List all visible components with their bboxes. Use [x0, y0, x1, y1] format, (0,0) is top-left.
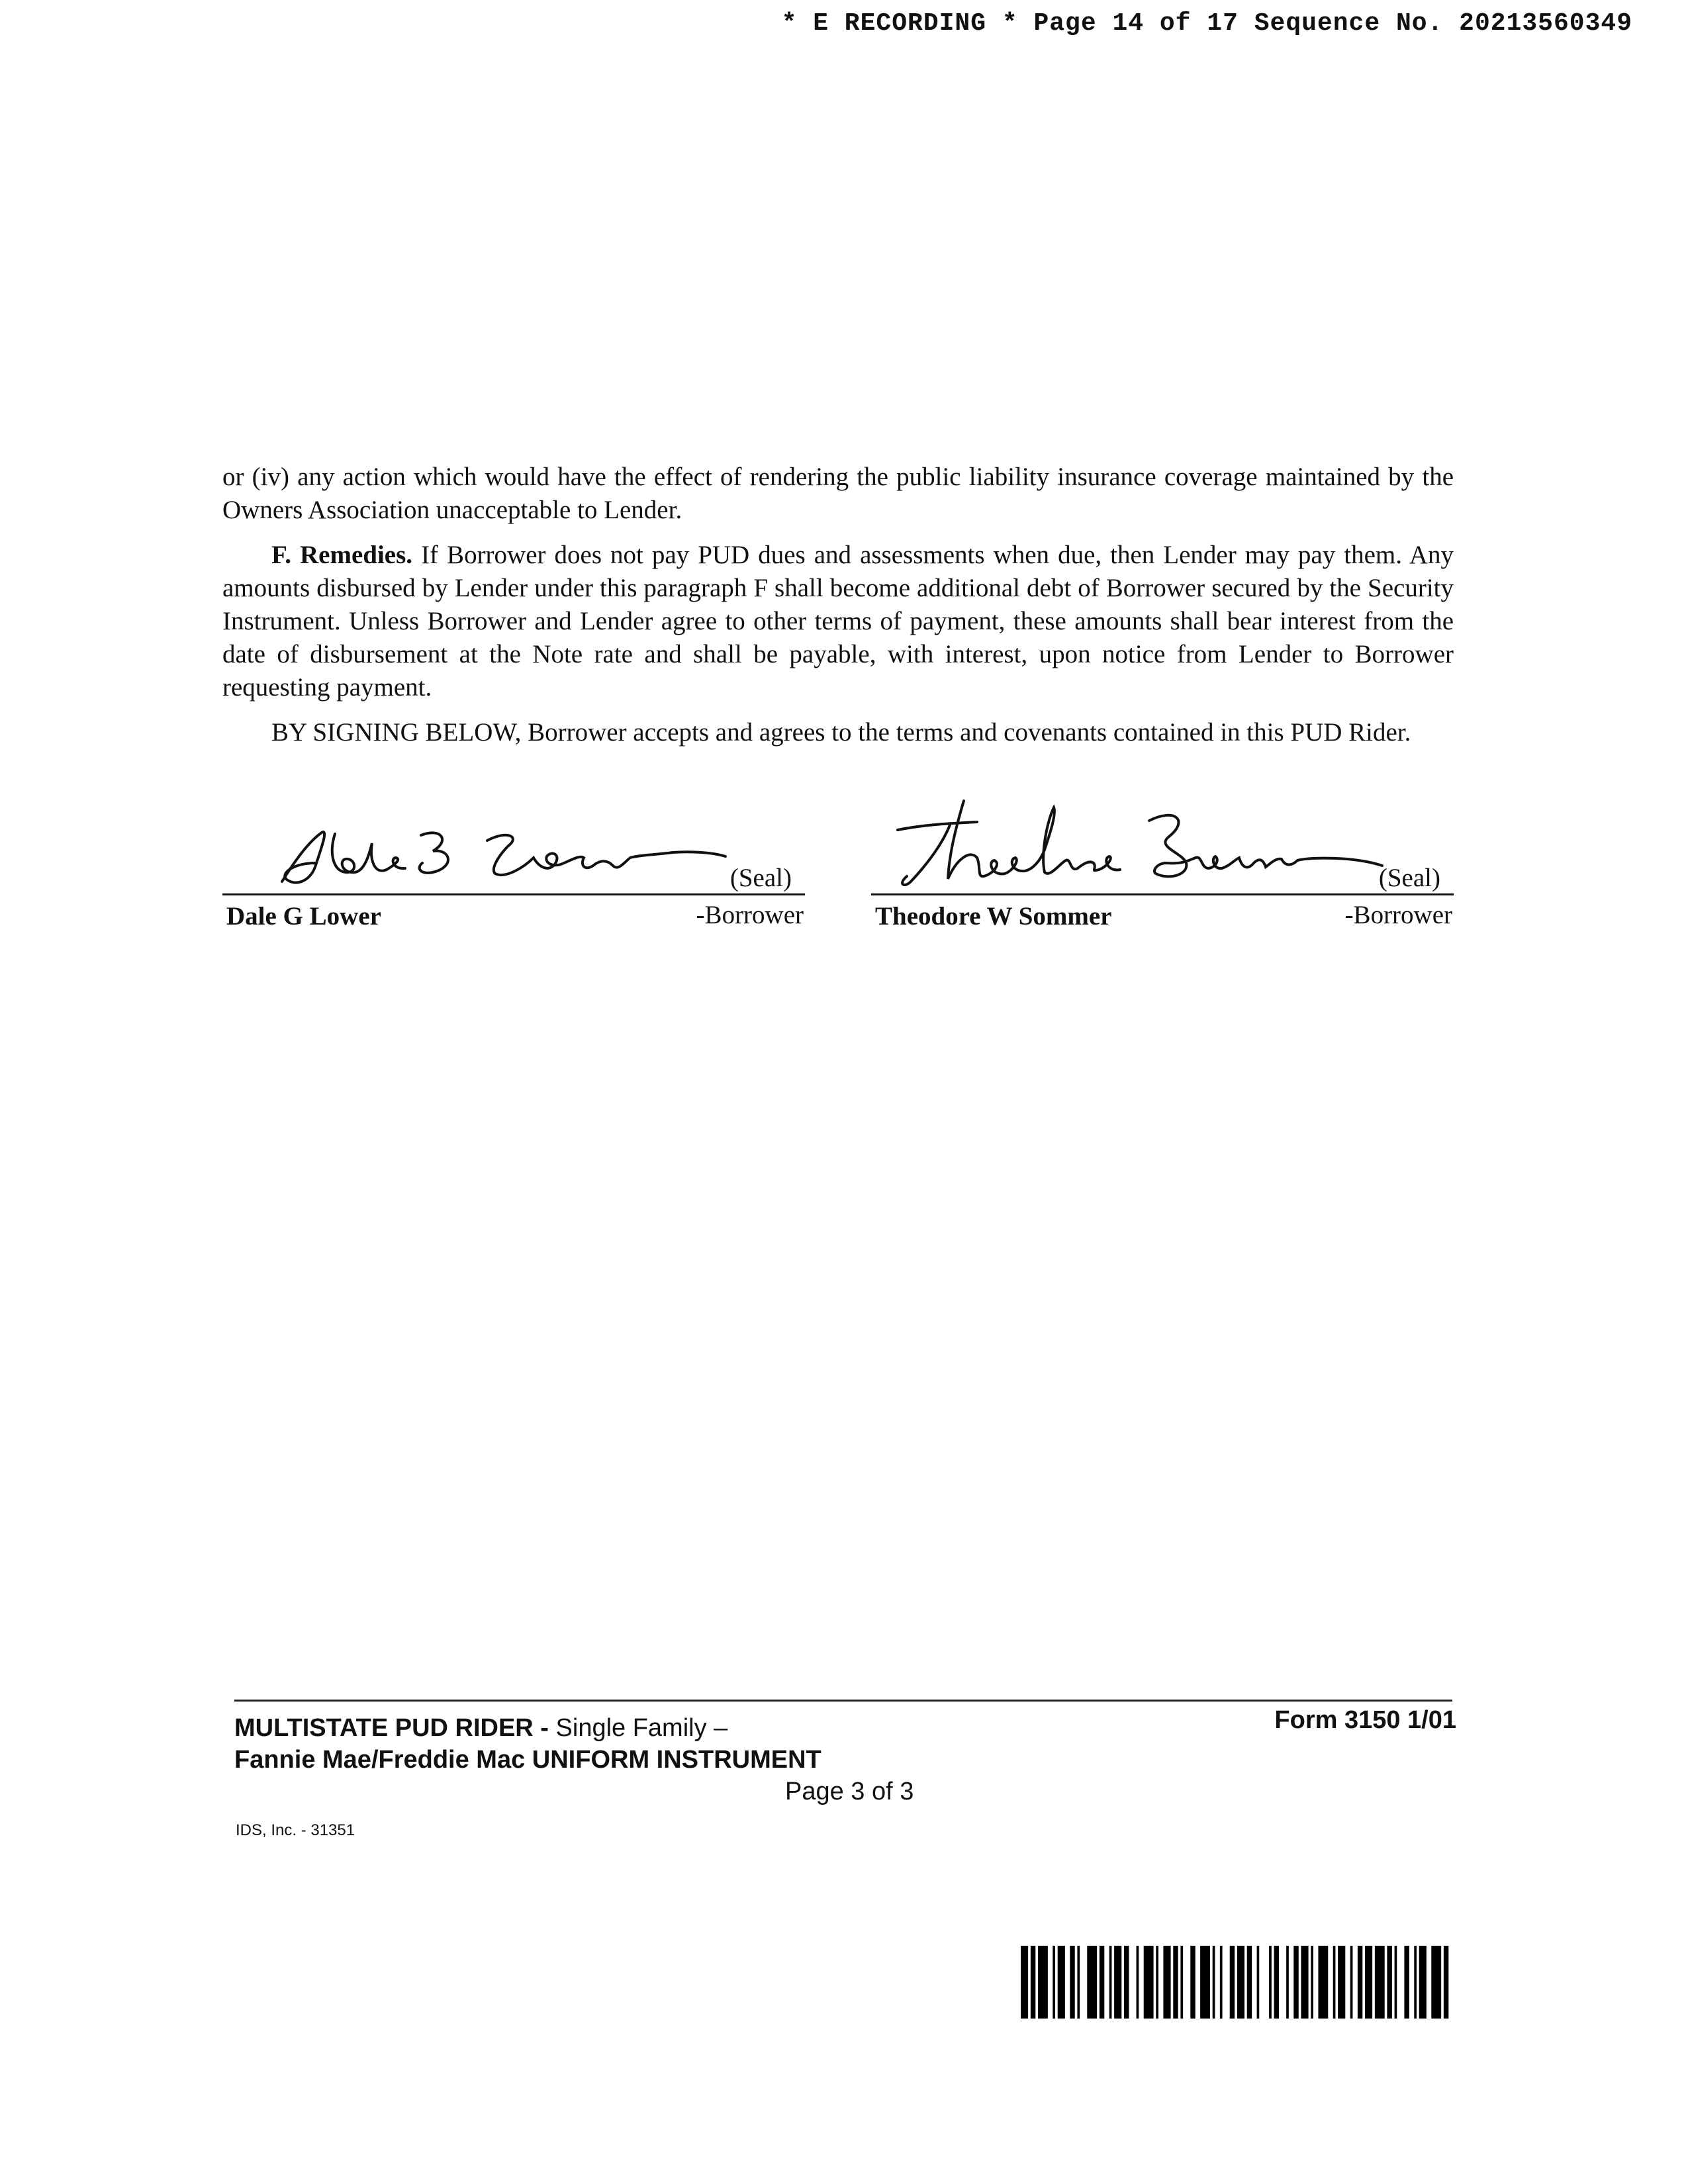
document-body: [222, 461, 1454, 761]
page-label: Page 3 of 3: [785, 1778, 914, 1805]
form-title-regular: Single Family –: [548, 1714, 728, 1742]
footer-divider: [234, 1700, 1452, 1702]
signature-block-borrower-2: [871, 794, 1454, 946]
signing-statement: BY SIGNING BELOW, Borrower accepts and agrees to the terms and covenants contained in this PUD Rider.: [271, 718, 1411, 747]
barcode-image: [1021, 1946, 1451, 2019]
signature-block-borrower-1: [222, 794, 805, 946]
form-title-bold: MULTISTATE PUD RIDER -: [234, 1714, 549, 1742]
borrower-role: -Borrower: [1344, 901, 1452, 929]
handwritten-signature-theodore-sommer: [871, 794, 1454, 900]
form-title: [234, 1714, 727, 1743]
remedies-heading: F. Remedies.: [271, 541, 413, 569]
remedies-text: If Borrower does not pay PUD dues and assessments when due, then Lender may pay them. Any amounts disbursed by Lender under this paragraph F shall become additional debt of Borrower secured by the Security Instrument. Unless Borrower and Lender agree to other terms of payment, these amounts shall bear interest from the date of disbursement at the Note rate and shall be payable, with interest, upon notice from Lender to Borrower requesting payment.: [222, 541, 1454, 702]
borrower-name: Theodore W Sommer: [875, 902, 1112, 931]
borrower-name: Dale G Lower: [226, 902, 381, 931]
borrower-role: -Borrower: [696, 901, 804, 929]
remedies-paragraph: [222, 539, 1454, 704]
seal-label: (Seal): [729, 864, 792, 892]
form-subtitle: Fannie Mae/Freddie Mac UNIFORM INSTRUMENT: [234, 1746, 821, 1774]
recording-header: * E RECORDING * Page 14 of 17 Sequence No. 20213560349: [781, 9, 1632, 38]
paragraph-continuation: or (iv) any action which would have the effect of rendering the public liability insurance coverage maintained by the Owners Association unacceptable to Lender.: [222, 463, 1454, 524]
signature-line: [222, 893, 805, 895]
form-number: Form 3150 1/01: [1274, 1706, 1456, 1734]
seal-label: (Seal): [1378, 864, 1440, 892]
vendor-code: IDS, Inc. - 31351: [236, 1821, 355, 1839]
handwritten-signature-dale-lower: [222, 794, 805, 900]
signature-line: [871, 893, 1454, 895]
